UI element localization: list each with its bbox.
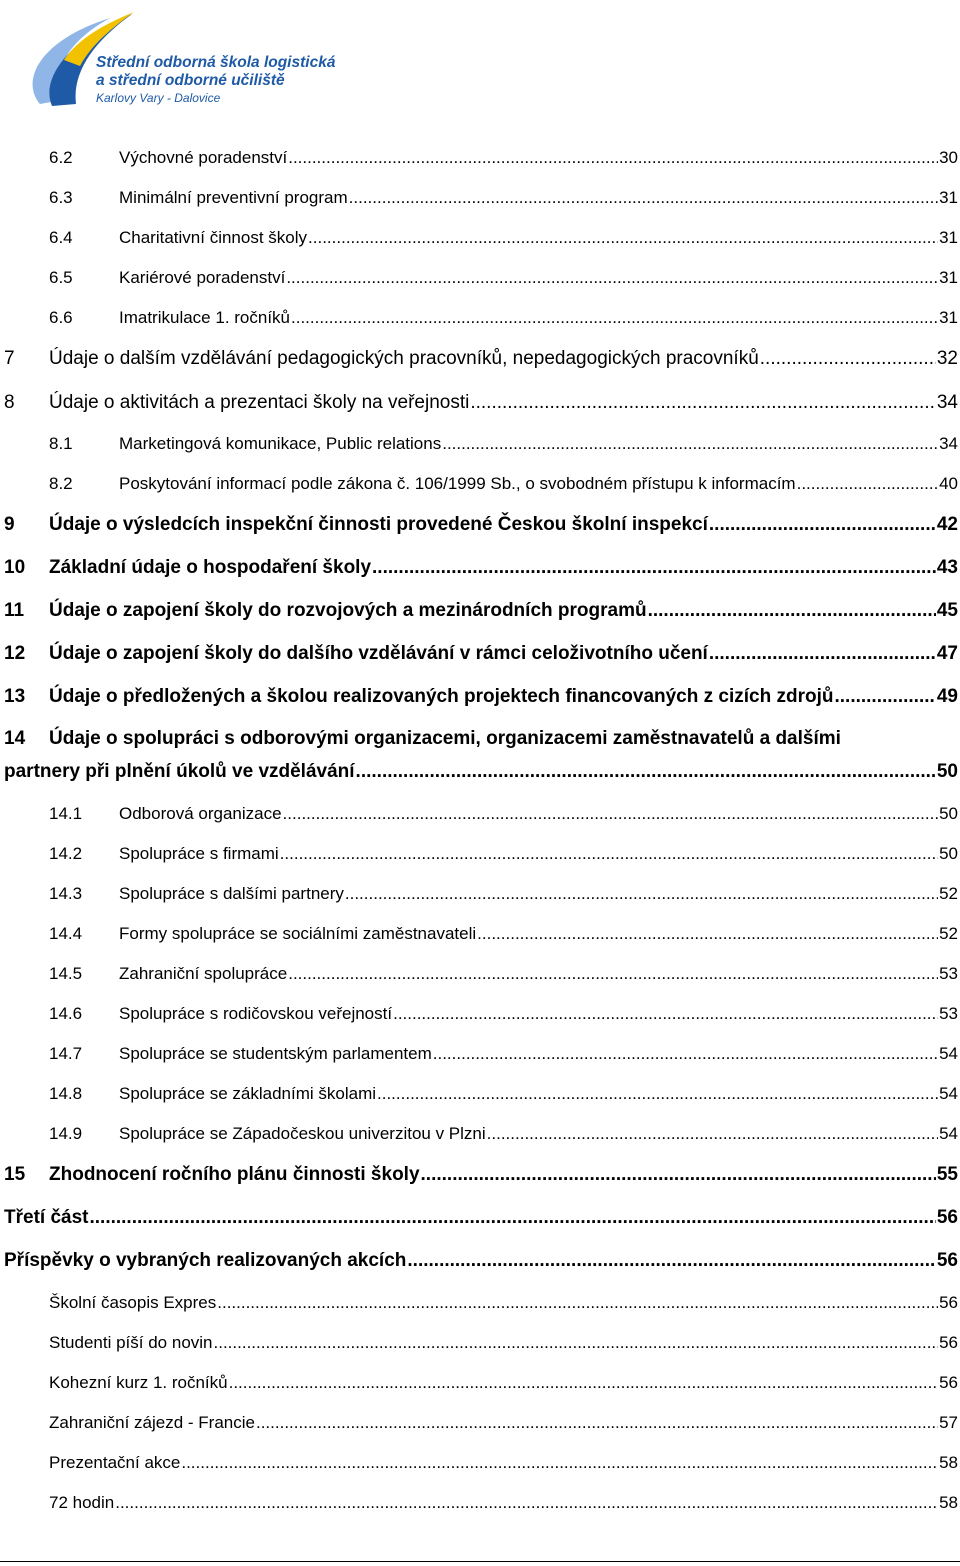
toc-entry-prezentacni-akce[interactable] (0, 1453, 958, 1473)
toc-number: 14.5 (49, 964, 83, 983)
toc-leader (280, 844, 938, 864)
toc-page: 56 (939, 1293, 958, 1312)
toc-leader (407, 1250, 935, 1272)
toc-leader (477, 924, 938, 944)
toc-number: 8.2 (49, 474, 73, 493)
toc-entry-13[interactable] (0, 686, 958, 708)
logo-text (96, 54, 335, 106)
toc-leader (487, 1124, 938, 1144)
toc-page: 32 (936, 348, 958, 369)
toc-number: 8 (4, 392, 15, 413)
toc-number: 14.8 (49, 1084, 83, 1103)
toc-leader (709, 514, 936, 536)
toc-page: 58 (939, 1453, 958, 1472)
toc-number: 14.9 (49, 1124, 83, 1143)
toc-leader (709, 643, 936, 665)
toc-title: Zahraniční zájezd - Francie (49, 1413, 255, 1432)
toc-leader (115, 1493, 938, 1513)
toc-number: 11 (4, 600, 25, 621)
toc-page: 42 (936, 514, 958, 535)
toc-leader (288, 964, 938, 984)
toc-title: Třetí část (4, 1207, 89, 1228)
toc-entry-14-7[interactable] (0, 1044, 958, 1064)
toc-entry-6-3[interactable] (0, 188, 958, 208)
toc-leader (291, 308, 938, 328)
toc-page: 56 (936, 1207, 958, 1228)
toc-leader (217, 1293, 938, 1313)
toc-entry-6-5[interactable] (0, 268, 958, 288)
logo-line-2: a střední odborné učiliště (96, 72, 285, 89)
toc-number: 7 (4, 348, 15, 369)
toc-entry-8[interactable] (0, 392, 958, 414)
toc-number: 14.2 (49, 844, 83, 863)
toc-page: 50 (936, 761, 958, 782)
toc-number: 14.3 (49, 884, 83, 903)
toc-entry-14-8[interactable] (0, 1084, 958, 1104)
toc-entry-noviny[interactable] (0, 1333, 958, 1353)
toc-title: Základní údaje o hospodaření školy (49, 557, 372, 578)
toc-title: Zahraniční spolupráce (119, 964, 288, 983)
toc-leader (256, 1413, 938, 1433)
toc-number: 14.1 (49, 804, 83, 823)
toc-leader (421, 1164, 936, 1186)
toc-entry-6-4[interactable] (0, 228, 958, 248)
toc-title: Poskytování informací podle zákona č. 106/1999 Sb., o svobodném přístupu k informacím (119, 474, 796, 493)
toc-number: 6.4 (49, 228, 73, 247)
toc-title: Kariérové poradenství (119, 268, 286, 287)
toc-page: 31 (939, 188, 958, 207)
toc-number: 15 (4, 1164, 26, 1185)
logo-line-1: Střední odborná škola logistická (96, 54, 336, 71)
toc-leader (286, 268, 938, 288)
toc-leader (648, 600, 936, 622)
toc-entry-11[interactable] (0, 600, 958, 622)
toc-leader (433, 1044, 938, 1064)
toc-entry-14-5[interactable] (0, 964, 958, 984)
toc-page: 53 (939, 1004, 958, 1023)
toc-entry-14-9[interactable] (0, 1124, 958, 1144)
toc-number: 6.3 (49, 188, 73, 207)
toc-entry-8-1[interactable] (0, 434, 958, 454)
toc-page: 43 (936, 557, 958, 578)
toc-page: 34 (939, 434, 958, 453)
toc-entry-prispevky[interactable] (0, 1250, 958, 1272)
toc-leader (214, 1333, 939, 1353)
toc-entry-72-hodin[interactable] (0, 1493, 958, 1513)
toc-title: Příspěvky o vybraných realizovaných akcích (4, 1250, 407, 1271)
toc-page: 45 (936, 600, 958, 621)
toc-leader (89, 1207, 935, 1229)
toc-page: 57 (939, 1413, 958, 1432)
toc-title: Údaje o výsledcích inspekční činnosti provedené Českou školní inspekcí (49, 514, 708, 535)
toc-page: 52 (939, 924, 958, 943)
footer-rule (0, 1561, 960, 1562)
toc-title: partnery při plnění úkolů ve vzdělávání (4, 761, 355, 782)
toc-leader (760, 348, 936, 370)
toc-title: Školní časopis Expres (49, 1293, 217, 1312)
toc-number: 6.6 (49, 308, 73, 327)
toc-leader (283, 804, 939, 824)
toc-title: Minimální preventivní program (119, 188, 348, 207)
toc-title: Charitativní činnost školy (119, 228, 308, 247)
toc-page: 56 (939, 1373, 958, 1392)
toc-title: Spolupráce se Západočeskou univerzitou v Plzni (119, 1124, 486, 1143)
toc-entry-10[interactable] (0, 557, 958, 579)
toc-entry-14-line-1[interactable] (4, 728, 841, 750)
toc-number: 6.2 (49, 148, 73, 167)
toc-title: Spolupráce s dalšími partnery (119, 884, 344, 903)
toc-title: Spolupráce s firmami (119, 844, 279, 863)
toc-title: Výchovné poradenství (119, 148, 288, 167)
toc-title: Údaje o aktivitách a prezentaci školy na veřejnosti (49, 392, 470, 413)
toc-title: Studenti píší do novin (49, 1333, 213, 1352)
toc-entry-14-1[interactable] (0, 804, 958, 824)
toc-title: Marketingová komunikace, Public relations (119, 434, 442, 453)
toc-leader (393, 1004, 938, 1024)
toc-title: Údaje o zapojení školy do dalšího vzdělávání v rámci celoživotního učení (49, 643, 708, 664)
toc-page: 54 (939, 1084, 958, 1103)
toc-page: 49 (936, 686, 958, 707)
toc-title: Spolupráce s rodičovskou veřejností (119, 1004, 393, 1023)
toc-entry-12[interactable] (0, 643, 958, 665)
toc-page: 40 (939, 474, 958, 493)
toc-title: Spolupráce se základními školami (119, 1084, 377, 1103)
toc-leader (372, 557, 936, 579)
toc-title: Kohezní kurz 1. ročníků (49, 1373, 228, 1392)
toc-leader (377, 1084, 938, 1104)
toc-title: Údaje o spolupráci s odborovými organizacemi, organizacemi zaměstnavatelů a dalšími (49, 728, 841, 749)
toc-title: Údaje o předložených a školou realizovaných projektech financovaných z cizích zdrojů (49, 686, 834, 707)
toc-number: 14.6 (49, 1004, 83, 1023)
toc-page: 47 (936, 643, 958, 664)
toc-entry-14-4[interactable] (0, 924, 958, 944)
toc-number: 10 (4, 557, 26, 578)
toc-leader (308, 228, 938, 248)
toc-leader (229, 1373, 938, 1393)
toc-number: 12 (4, 643, 26, 664)
toc-page: 31 (939, 268, 958, 287)
toc-page: 56 (936, 1250, 958, 1271)
toc-title: Prezentační akce (49, 1453, 181, 1472)
toc-leader (181, 1453, 938, 1473)
toc-page: 52 (939, 884, 958, 903)
toc-entry-expres[interactable] (0, 1293, 958, 1313)
toc-page: 53 (939, 964, 958, 983)
toc-entry-treti-cast[interactable] (0, 1207, 958, 1229)
toc-number: 14.7 (49, 1044, 83, 1063)
toc-leader (470, 392, 936, 414)
toc-entry-14-3[interactable] (0, 884, 958, 904)
school-logo (0, 0, 360, 118)
toc-page: 55 (936, 1164, 958, 1185)
toc-leader (834, 686, 935, 708)
toc-entry-6-6[interactable] (0, 308, 958, 328)
toc-entry-15[interactable] (0, 1164, 958, 1186)
toc-title: Spolupráce se studentským parlamentem (119, 1044, 432, 1063)
toc-leader (797, 474, 938, 494)
toc-entry-francie[interactable] (0, 1413, 958, 1433)
toc-number: 14.4 (49, 924, 83, 943)
toc-title: Formy spolupráce se sociálními zaměstnavateli (119, 924, 477, 943)
toc-page: 30 (939, 148, 958, 167)
toc-entry-14-2[interactable] (0, 844, 958, 864)
toc-page: 54 (939, 1044, 958, 1063)
toc-title: 72 hodin (49, 1493, 115, 1512)
toc-page: 54 (939, 1124, 958, 1143)
toc-leader (349, 188, 938, 208)
toc-leader (288, 148, 938, 168)
toc-title: Údaje o zapojení školy do rozvojových a mezinárodních programů (49, 600, 647, 621)
toc-number: 9 (4, 514, 15, 535)
toc-number: 6.5 (49, 268, 73, 287)
toc-title: Odborová organizace (119, 804, 282, 823)
toc-title: Zhodnocení ročního plánu činnosti školy (49, 1164, 420, 1185)
toc-page: 31 (939, 228, 958, 247)
toc-entry-kohezni-kurz[interactable] (0, 1373, 958, 1393)
toc-page: 58 (939, 1493, 958, 1512)
toc-entry-14-6[interactable] (0, 1004, 958, 1024)
toc-page: 31 (939, 308, 958, 327)
toc-leader (345, 884, 938, 904)
toc-page: 50 (939, 804, 958, 823)
toc-entry-7[interactable] (0, 348, 958, 370)
toc-entry-6-2[interactable] (0, 148, 958, 168)
toc-page: 56 (939, 1333, 958, 1352)
toc-number: 13 (4, 686, 26, 707)
toc-entry-14-line-2[interactable] (0, 761, 958, 783)
toc-number: 8.1 (49, 434, 73, 453)
toc-number: 14 (4, 728, 26, 749)
toc-title: Údaje o dalším vzdělávání pedagogických pracovníků, nepedagogických pracovníků (49, 348, 759, 369)
toc-title: Imatrikulace 1. ročníků (119, 308, 291, 327)
toc-entry-9[interactable] (0, 514, 958, 536)
toc-entry-8-2[interactable] (0, 474, 958, 494)
toc-page: 50 (939, 844, 958, 863)
toc-leader (442, 434, 938, 454)
toc-leader (356, 761, 936, 783)
toc-page: 34 (936, 392, 958, 413)
logo-line-3: Karlovy Vary - Dalovice (96, 91, 221, 105)
